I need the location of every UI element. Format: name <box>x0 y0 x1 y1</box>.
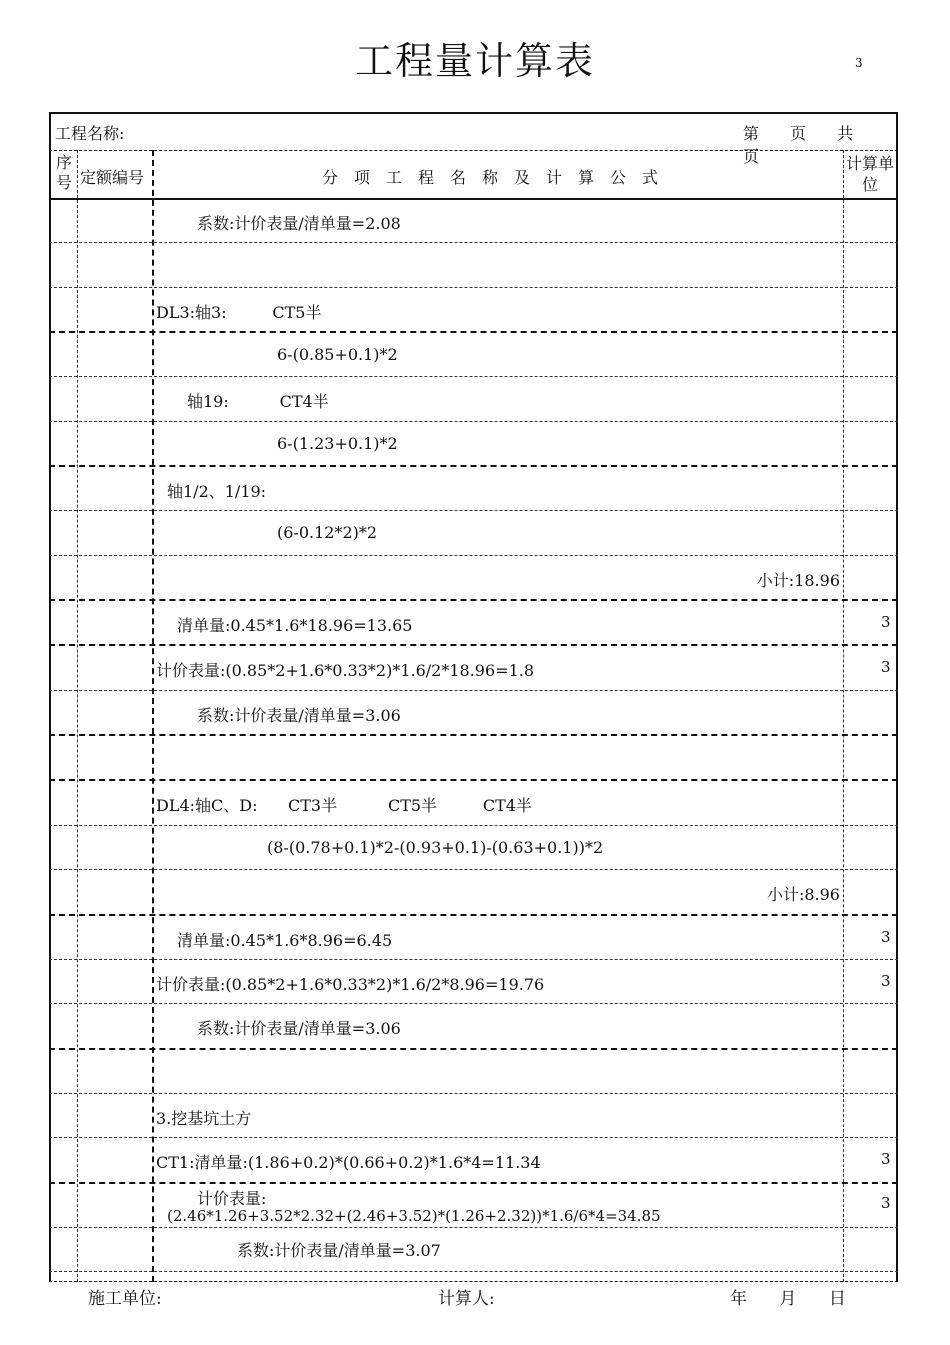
calculation-sheet <box>49 112 898 1282</box>
table-row <box>49 333 898 377</box>
table-row <box>49 1184 898 1228</box>
row-formula: 计价表量: <box>197 1188 267 1208</box>
row-unit: 3 <box>881 658 891 677</box>
project-name-label: 工程名称: <box>55 124 125 143</box>
table-row <box>49 601 898 646</box>
row-formula: 清单量:0.45*1.6*8.96=6.45 <box>177 930 393 950</box>
table-row <box>49 826 898 870</box>
header-item-name: 分项工程名称及计算公式 <box>321 168 674 187</box>
row-formula: 系数:计价表量/清单量=3.06 <box>197 705 401 725</box>
row-formula: 6-(0.85+0.1)*2 <box>277 345 398 365</box>
row-formula: CT1:清单量:(1.86+0.2)*(0.66+0.2)*1.6*4=11.34 <box>156 1153 541 1173</box>
table-row <box>49 691 898 736</box>
table-row <box>49 1004 898 1049</box>
table-row <box>49 1228 898 1272</box>
table-body <box>49 199 898 1316</box>
row-formula: 系数:计价表量/清单量=3.07 <box>237 1240 441 1260</box>
table-row <box>49 781 898 825</box>
row-unit: 3 <box>881 927 891 946</box>
row-formula: DL3:轴3: CT5半 <box>156 302 322 322</box>
row-formula: 轴1/2、1/19: <box>167 482 267 502</box>
page-title: 工程量计算表 <box>354 39 595 83</box>
row-formula-continued: (2.46*1.26+3.52*2.32+(2.46+3.52)*(1.26+2.32))*1.6/6*4=34.85 <box>167 1206 661 1225</box>
table-row <box>49 960 898 1004</box>
project-row <box>49 112 898 166</box>
footer-builder: 施工单位: <box>88 1289 162 1309</box>
row-unit: 3 <box>881 613 891 632</box>
table-row <box>49 916 898 960</box>
row-formula: 6-(1.23+0.1)*2 <box>277 433 398 453</box>
table-row <box>49 511 898 555</box>
row-formula: 系数:计价表量/清单量=3.06 <box>197 1019 401 1039</box>
table-row <box>49 736 898 781</box>
header-quota-code: 定额编号 <box>80 168 145 187</box>
row-formula: 清单量:0.45*1.6*18.96=13.65 <box>177 616 413 636</box>
footer-date: 年 月 日 <box>730 1289 846 1309</box>
row-subtotal: 小计:8.96 <box>766 885 840 905</box>
row-unit: 3 <box>881 1150 891 1169</box>
table-row <box>49 467 898 511</box>
header-seq: 序号 <box>55 153 72 192</box>
table-row <box>49 870 898 915</box>
table-row <box>49 199 898 243</box>
row-formula: 计价表量:(0.85*2+1.6*0.33*2)*1.6/2*18.96=1.8 <box>156 661 535 681</box>
header-unit: 计算单位 <box>845 154 894 194</box>
table-row <box>49 243 898 287</box>
table-row <box>49 1094 898 1138</box>
table-row <box>49 422 898 467</box>
row-unit: 3 <box>881 971 891 990</box>
row-subtotal: 小计:18.96 <box>756 570 840 590</box>
row-formula: DL4:轴C、D: CT3半 CT5半 CT4半 <box>156 796 532 816</box>
row-formula: 系数:计价表量/清单量=2.08 <box>197 214 401 233</box>
table-row <box>49 1138 898 1183</box>
row-unit: 3 <box>881 1193 891 1212</box>
page-info: 第 页 共 页 <box>743 124 867 166</box>
table-row <box>49 556 898 601</box>
footer-calculator: 计算人: <box>438 1289 495 1309</box>
row-formula: 轴19: CT4半 <box>187 392 329 412</box>
row-formula: 计价表量:(0.85*2+1.6*0.33*2)*1.6/2*8.96=19.76 <box>156 974 545 994</box>
page-mark: 3 <box>855 56 863 70</box>
header-top-line <box>49 150 898 151</box>
row-section-title: 3.挖基坑土方 <box>156 1108 252 1128</box>
row-formula: (6-0.12*2)*2 <box>277 523 378 543</box>
table-row <box>49 1050 898 1094</box>
row-formula: (8-(0.78+0.1)*2-(0.93+0.1)-(0.63+0.1))*2 <box>267 837 604 857</box>
table-row <box>49 377 898 421</box>
table-row <box>49 646 898 690</box>
table-row <box>49 288 898 333</box>
